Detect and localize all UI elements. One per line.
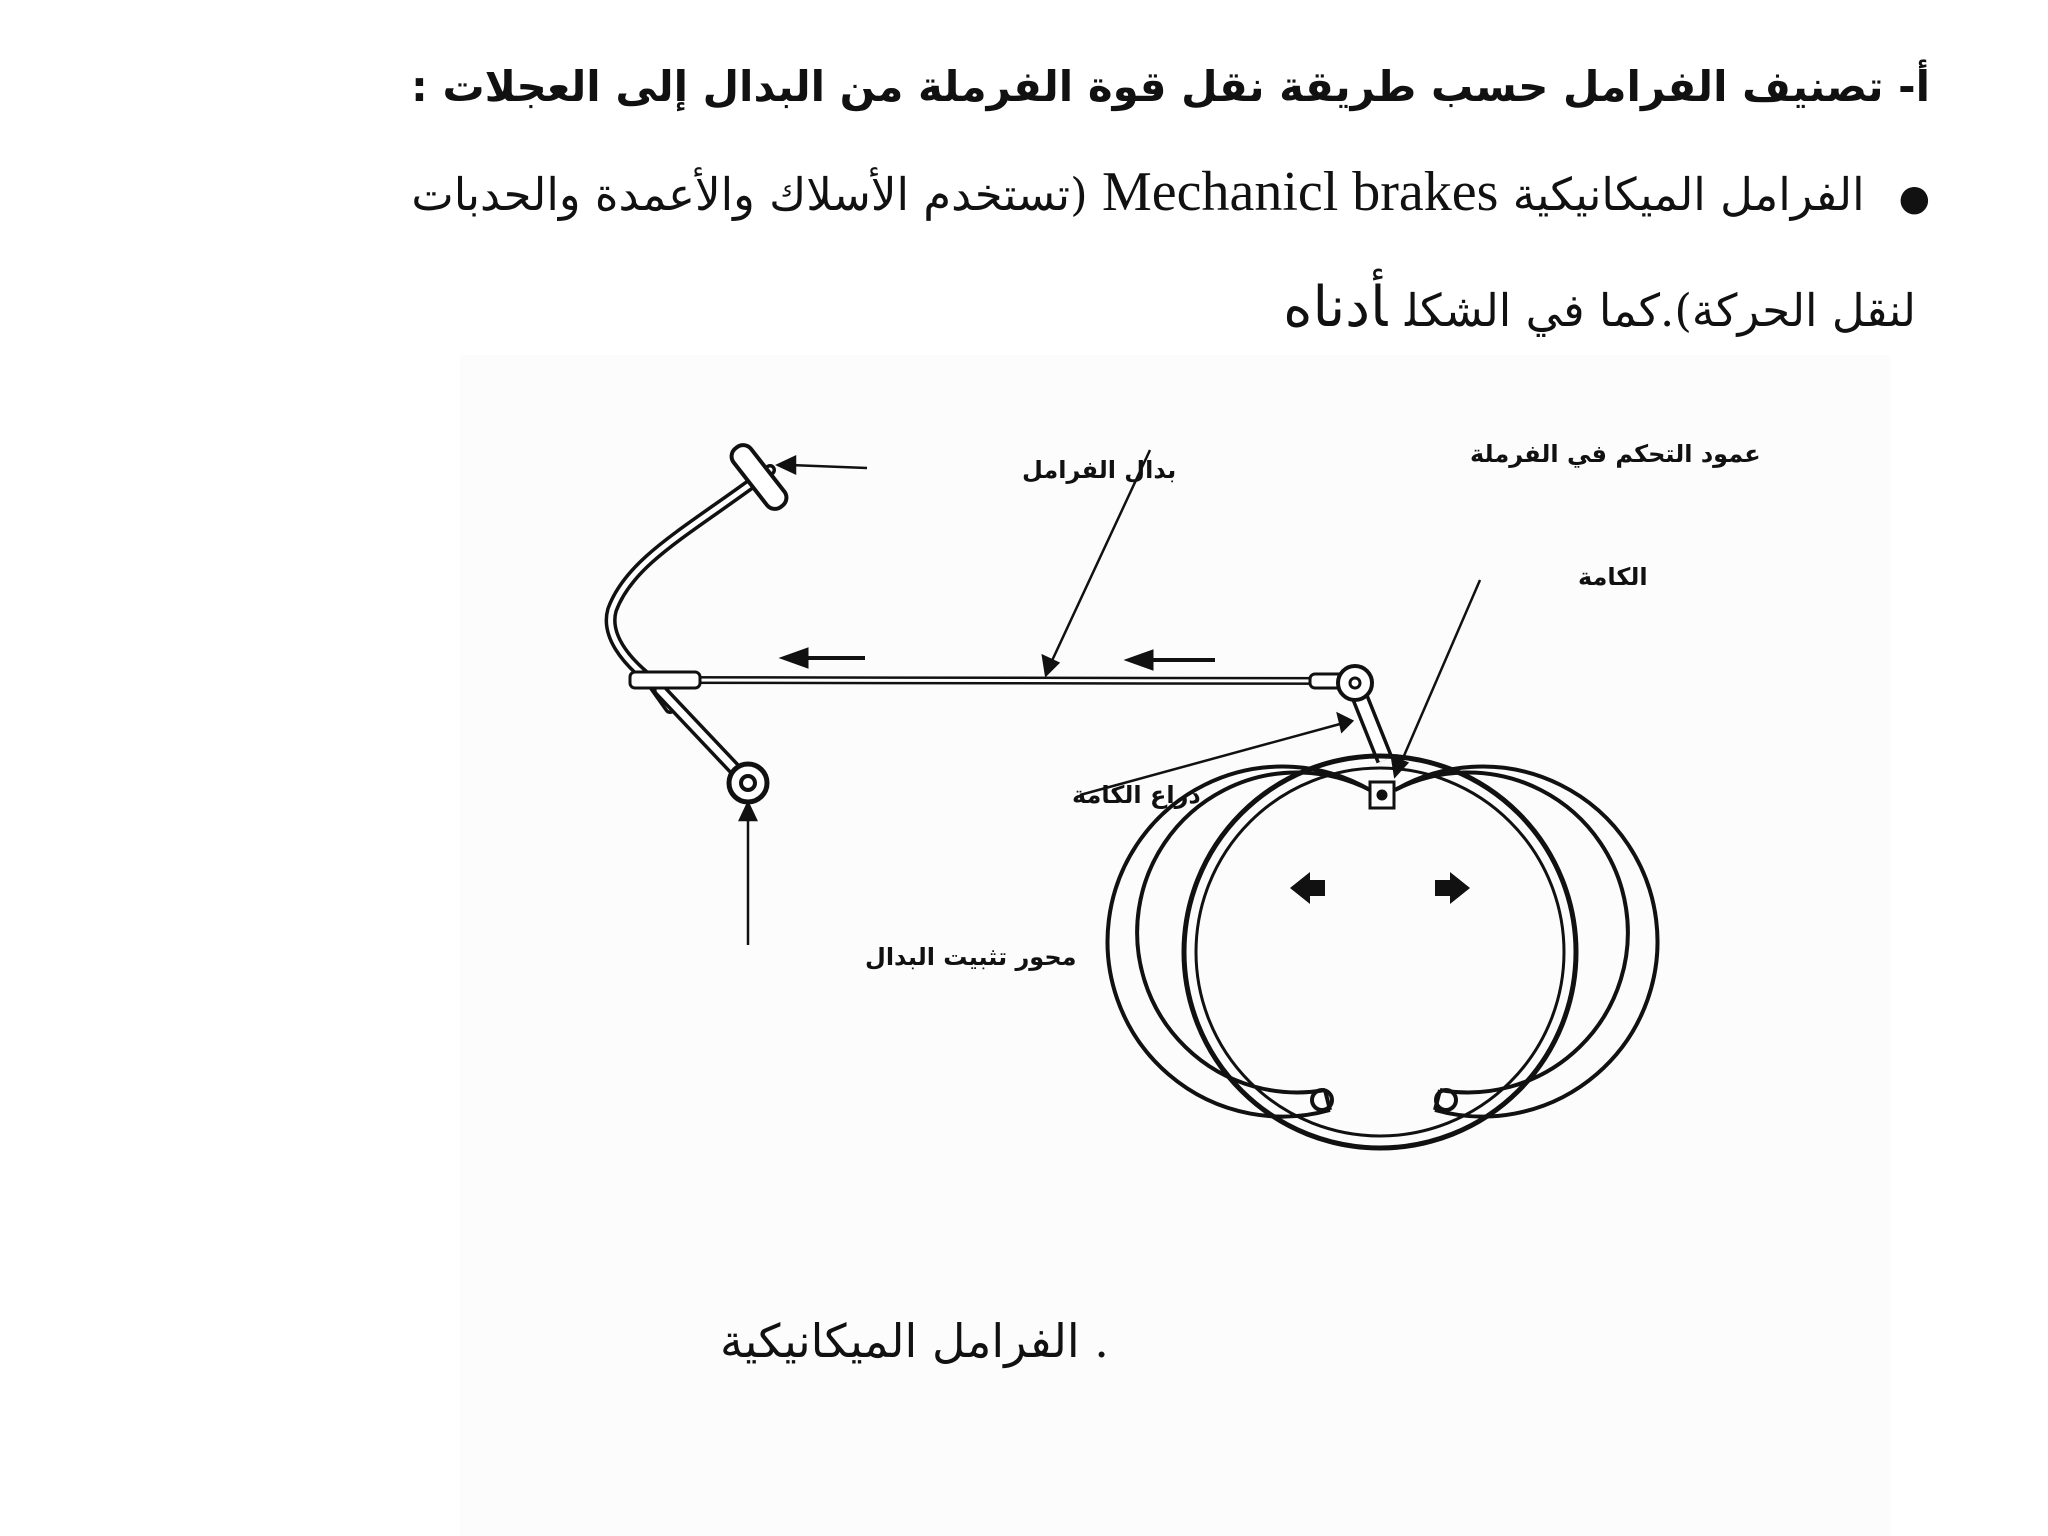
second-line-emphasis: أدناه xyxy=(1283,275,1388,340)
brake-pedal xyxy=(611,441,791,708)
bullet-text-latin: Mechanicl brakes xyxy=(1101,161,1499,223)
bullet-text-parenthetical: (تستخدم الأسلاك والأعمدة والحدبات xyxy=(411,168,1088,221)
label-cam-arm: ذراع الكامة xyxy=(1072,781,1201,809)
bullet-icon: ● xyxy=(1898,178,1930,219)
pedal-lower-lever xyxy=(660,690,767,802)
shoe-expansion-arrows xyxy=(1290,872,1470,904)
direction-arrow-left-1 xyxy=(780,648,865,668)
bullet-text-arabic: الفرامل الميكانيكية xyxy=(1512,168,1865,221)
cam xyxy=(1370,782,1394,808)
cam-arm xyxy=(1338,666,1385,760)
figure-caption: . الفرامل الميكانيكية xyxy=(720,1314,1109,1368)
label-brake-pedal: بدال الفرامل xyxy=(1022,456,1177,484)
section-heading: أ- تصنيف الفرامل حسب طريقة نقل قوة الفرملة من البدال إلى العجلات : xyxy=(411,62,1930,111)
control-rod xyxy=(630,672,1370,688)
second-line-text: لنقل الحركة).كما في الشكل xyxy=(1405,284,1916,337)
label-control-rod: عمود التحكم في الفرملة xyxy=(1470,440,1761,468)
brake-drum xyxy=(1184,756,1576,1148)
direction-arrow-left-2 xyxy=(1125,650,1215,670)
label-pedal-pivot: محور تثبيت البدال xyxy=(865,943,1077,971)
label-cam: الكامة xyxy=(1578,563,1648,591)
